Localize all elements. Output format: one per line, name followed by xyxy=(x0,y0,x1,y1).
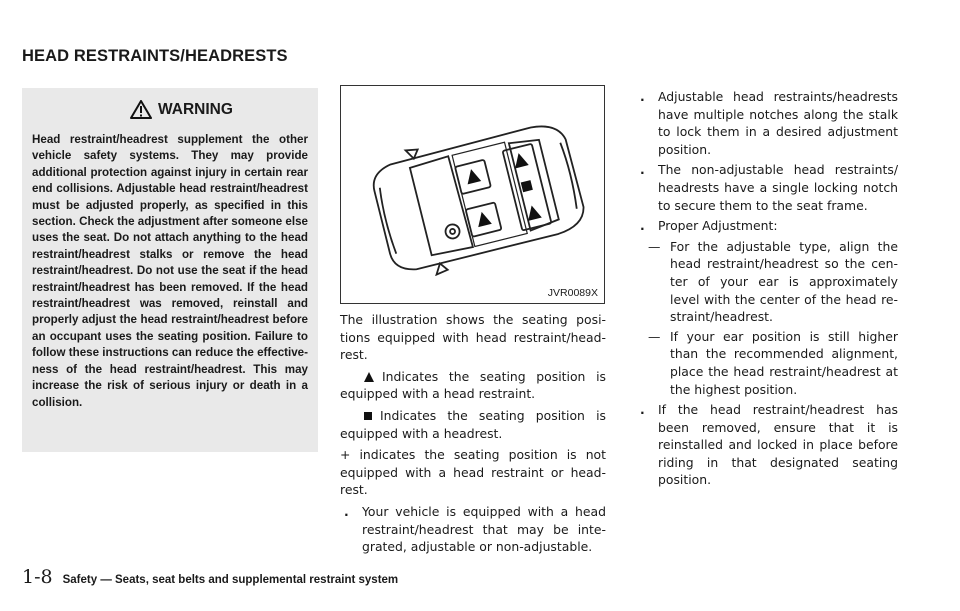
bullet-dot: . xyxy=(344,503,349,519)
bullet-dot: . xyxy=(640,218,645,234)
chapter-title: Safety — Seats, seat belts and supplemental restraint system xyxy=(62,574,399,586)
sub-item-text: If your ear position is still higher than the recommended alignment, place the head restraint/headrest at the highest position. xyxy=(670,328,898,397)
bullet-dot: . xyxy=(640,402,645,418)
intro-paragraph: The illustration shows the seating posi-tions equipped with head restraint/head-rest. xyxy=(340,312,606,363)
column-two xyxy=(340,311,606,559)
bullet-text: Your vehicle is equipped with a head restraint/headrest that may be inte-grated, adjustable or non-adjustable. xyxy=(362,503,606,555)
figure-code: JVR0089X xyxy=(547,287,598,299)
sub-list-item xyxy=(636,238,898,326)
legend-square-text: Indicates the seating position is equipped with a headrest. xyxy=(340,407,606,441)
bullet-dot: . xyxy=(640,89,645,104)
legend-triangle-text: Indicates the seating position is equipped with a head restraint. xyxy=(340,368,606,402)
legend-plus-text: + indicates the seating position is not equipped with a head restraint or head-rest. xyxy=(340,447,606,498)
warning-header xyxy=(22,88,318,126)
legend-square-item xyxy=(340,407,606,442)
list-item xyxy=(636,217,898,235)
section-title: HEAD RESTRAINTS/HEADRESTS xyxy=(22,47,288,65)
list-item xyxy=(636,161,898,214)
car-top-view-illustration xyxy=(341,86,604,276)
warning-box xyxy=(22,88,318,452)
page-number: 1-8 xyxy=(22,566,53,588)
bullet-text: Adjustable head restraints/headrests have multiple notches along the stalk to lock them in a desired adjustment position. xyxy=(658,89,898,157)
sub-list-item xyxy=(636,328,898,398)
bullet-dot: . xyxy=(640,162,645,178)
legend-triangle-item xyxy=(340,368,606,403)
headrest-square-icon xyxy=(364,412,372,420)
bullet-text: The non-adjustable head restraints/ headrests have a single locking notch to secure them to the seat frame. xyxy=(658,162,898,213)
warning-title: WARNING xyxy=(158,100,233,118)
seating-diagram xyxy=(340,85,605,304)
sub-item-text: For the adjustable type, align the head restraint/headrest so the cen-ter of your ear is approximately level with the center of the head re-straint/headrest. xyxy=(670,238,898,325)
head-restraint-triangle-icon xyxy=(364,372,374,382)
warning-triangle-icon xyxy=(130,100,152,119)
column-three xyxy=(636,88,898,492)
list-item xyxy=(636,88,898,158)
bullet-text: Proper Adjustment: xyxy=(658,218,778,234)
dash-marker: — xyxy=(648,238,661,254)
list-item xyxy=(340,503,606,556)
dash-marker: — xyxy=(648,328,661,344)
list-item xyxy=(636,401,898,489)
bullet-text: If the head restraint/headrest has been removed, ensure that it is reinstalled and locked in place before riding in that designated seating position. xyxy=(658,402,898,488)
warning-text: Head restraint/headrest supplement the other vehicle safety systems. They may provide additional protection against injury in certain rear end collisions. Adjustable head restraint/headrest must be adjusted properly, as specified in this section. Check the adjustment after someone else uses the seat. Do not attach anything to the head restraint/headrest stalks or remove the head restraint/headrest. Do not use the seat if the head restraint/headrest has been removed. If the head restraint/headrest was removed, reinstall and properly adjust the head restraint/headrest before an occupant uses the seating position. Failure to follow these instructions can reduce the effective-ness of the head restraint/headrest. This may increase the risk of serious injury or death in a collision. xyxy=(32,133,308,409)
page-footer xyxy=(22,566,398,588)
